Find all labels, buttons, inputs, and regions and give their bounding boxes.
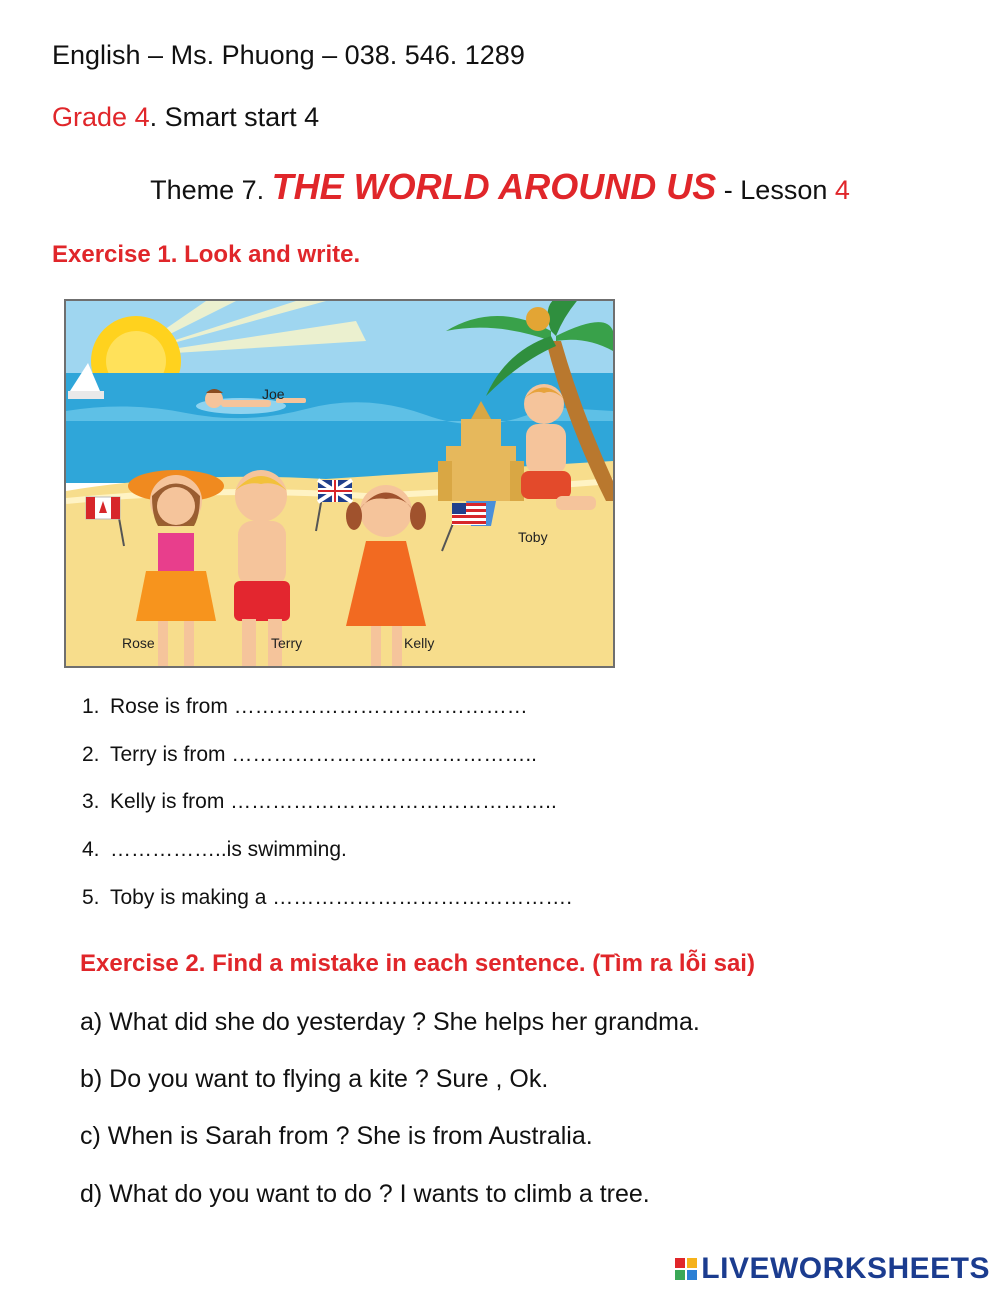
grade-rest: . Smart start 4 (149, 102, 320, 132)
label-rose: Rose (122, 635, 155, 651)
label-terry: Terry (271, 635, 303, 651)
exercise2-title: Exercise 2. Find a mistake in each sentence. (Tìm ra lỗi sai) (80, 950, 755, 977)
question-number: 5. (82, 886, 100, 909)
logo-text: LIVEWORKSHEETS (701, 1252, 990, 1285)
theme-main-title: THE WORLD AROUND US (271, 166, 717, 207)
question-number: 2. (82, 743, 100, 766)
theme-separator: - Lesson (716, 175, 828, 205)
question-3 (82, 790, 557, 814)
question-number: 4. (82, 838, 100, 861)
question-text[interactable]: Toby is making a ……………………………………. (110, 886, 573, 909)
question-5 (82, 886, 572, 910)
question-2 (82, 743, 537, 767)
question-text[interactable]: Rose is from …………………………………… (110, 695, 528, 718)
sentence-a[interactable]: a) What did she do yesterday ? She helps her grandma. (80, 1008, 700, 1036)
logo-tiles-icon (675, 1258, 697, 1280)
question-number: 3. (82, 790, 100, 813)
grade-line (52, 102, 319, 133)
sentence-d[interactable]: d) What do you want to do ? I wants to climb a tree. (80, 1180, 650, 1208)
question-1 (82, 695, 528, 719)
theme-prefix: Theme 7. (150, 175, 265, 205)
label-joe: Joe (262, 386, 285, 402)
question-text[interactable]: Terry is from …………………………………….. (110, 743, 538, 766)
grade-label: Grade (52, 102, 128, 132)
sentence-b[interactable]: b) Do you want to flying a kite ? Sure , Ok. (80, 1065, 549, 1093)
lesson-number: 4 (834, 175, 850, 205)
theme-title (0, 166, 1000, 208)
question-4 (82, 838, 347, 862)
beach-illustration (66, 301, 613, 666)
question-text[interactable]: Kelly is from ……………………………………….. (110, 790, 557, 813)
exercise1-title: Exercise 1. Look and write. (52, 241, 361, 268)
grade-number: 4 (134, 102, 150, 132)
sentence-c[interactable]: c) When is Sarah from ? She is from Australia. (80, 1122, 593, 1150)
question-number: 1. (82, 695, 100, 718)
liveworksheets-logo (675, 1252, 990, 1286)
label-toby: Toby (518, 529, 548, 545)
teacher-line: English – Ms. Phuong – 038. 546. 1289 (52, 40, 525, 70)
label-kelly: Kelly (404, 635, 435, 651)
beach-picture (64, 299, 615, 668)
question-text[interactable]: ……………..is swimming. (110, 838, 347, 861)
